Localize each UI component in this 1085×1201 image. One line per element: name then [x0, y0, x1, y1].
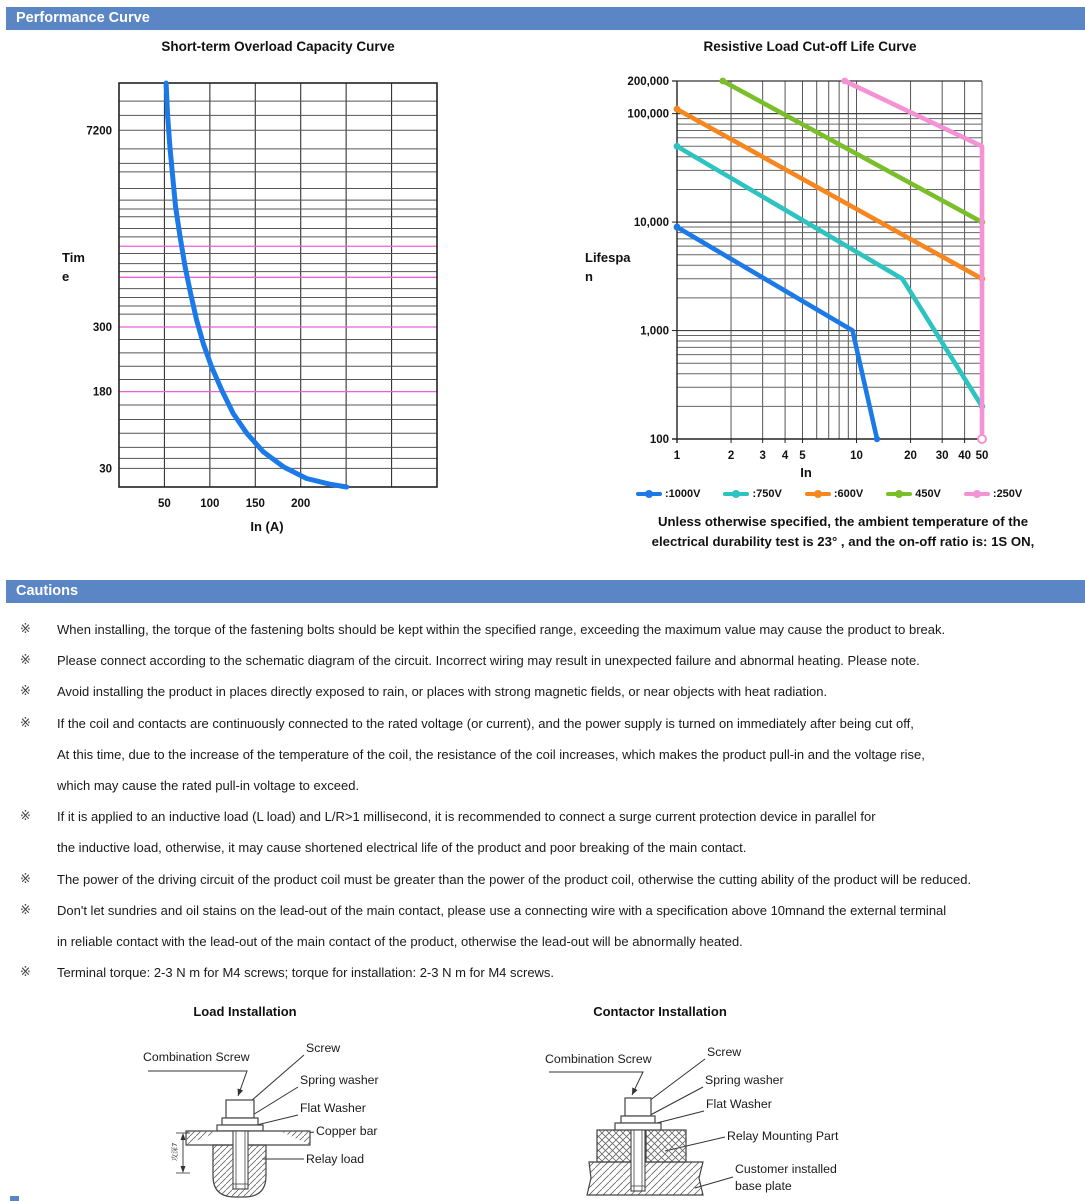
chart-legend: [636, 488, 1022, 500]
dim-arrow-up: [181, 1133, 186, 1140]
combination-screw-leader: [549, 1072, 643, 1095]
svg-text:10: 10: [850, 450, 863, 462]
cut-off-next-section-mark: [10, 1196, 19, 1201]
caution-row: [0, 840, 1085, 871]
caution-row: [0, 903, 1085, 934]
legend-label: 450V: [915, 488, 941, 500]
svg-text:1: 1: [673, 450, 681, 462]
caution-marker-icon: ※: [20, 809, 31, 825]
svg-text:10,000: 10,000: [633, 217, 669, 230]
caution-text: If it is applied to an inductive load (L load) and L/R>1 millisecond, it is recommended to connect a surge current protection device in parallel for: [57, 809, 876, 825]
legend-label: :250V: [992, 488, 1023, 500]
svg-text:n: n: [585, 269, 593, 284]
svg-text:100: 100: [649, 434, 669, 446]
legend-item: [805, 488, 863, 500]
caution-marker-icon: ※: [20, 871, 31, 887]
svg-text:150: 150: [245, 498, 265, 510]
caution-marker-icon: ※: [20, 902, 31, 918]
cautions-list: [0, 622, 1085, 996]
legend-label: :1000V: [665, 488, 701, 500]
legend-line-icon: [886, 492, 912, 496]
caution-marker-icon: ※: [20, 684, 31, 700]
legend-label: :600V: [833, 488, 864, 500]
caution-text: At this time, due to the increase of the temperature of the coil, the resistance of the coil increases, which makes the product pull-in and the voltage rise,: [57, 746, 925, 762]
caution-marker-icon: ※: [20, 715, 31, 731]
caution-marker-icon: ※: [20, 653, 31, 669]
spring-washer-part: [222, 1118, 258, 1125]
screw-head: [226, 1100, 254, 1118]
resistive-life-chart: [575, 56, 1085, 484]
caution-text: in reliable contact with the lead-out of the main contact of the product, otherwise the lead-out will be abnormally heated.: [57, 933, 743, 949]
caution-row: [0, 716, 1085, 747]
svg-text:Tim: Tim: [62, 250, 85, 265]
note-line-2: electrical durability test is 23° , and the on-off ratio is: 1S ON,: [651, 534, 1035, 549]
caution-row: [0, 684, 1085, 715]
combination-screw-label: Combination Screw: [545, 1052, 652, 1066]
contactor-installation-diagram: [525, 1028, 955, 1201]
svg-text:40: 40: [958, 450, 972, 462]
legend-item: [723, 488, 781, 500]
svg-text:30: 30: [935, 450, 949, 462]
svg-text:200,000: 200,000: [627, 76, 669, 88]
svg-text:180: 180: [92, 386, 112, 399]
svg-text:3: 3: [759, 450, 766, 462]
caution-marker-icon: ※: [20, 965, 31, 981]
legend-dot-icon: [973, 490, 981, 498]
flat-washer-part: [217, 1125, 263, 1131]
svg-text:200: 200: [291, 498, 311, 510]
caution-text: When installing, the torque of the fastening bolts should be kept within the specified range, exceeding the maximum value may cause the product to break.: [57, 622, 946, 637]
overload-chart-title: Short-term Overload Capacity Curve: [161, 39, 395, 54]
svg-text:4: 4: [781, 450, 789, 462]
svg-text:30: 30: [99, 463, 112, 476]
caution-text: If the coil and contacts are continuously connected to the rated voltage (or current), and the power supply is turned on immediately after being cut off,: [57, 715, 914, 731]
note-line-1: Unless otherwise specified, the ambient temperature of the: [657, 514, 1029, 529]
legend-line-icon: [964, 492, 990, 496]
relay-load-label: Relay load: [306, 1152, 365, 1166]
copper-bar-label: Copper bar: [316, 1124, 378, 1138]
svg-text:7200: 7200: [86, 125, 112, 138]
flat-washer-part: [615, 1123, 661, 1130]
combination-screw-label: Combination Screw: [143, 1050, 250, 1064]
contactor-installation-title: Contactor Installation: [593, 1004, 727, 1019]
svg-text:5: 5: [799, 450, 806, 462]
combination-screw-leader: [148, 1071, 247, 1096]
svg-text:300: 300: [92, 322, 112, 335]
customer-installed-label: Customer installed: [735, 1162, 837, 1176]
caution-text: The power of the driving circuit of the product coil must be greater than the power of the product coil, otherwise the cutting ability of the product will be reduced.: [57, 871, 972, 887]
svg-text:In (A): In (A): [250, 519, 284, 534]
legend-dot-icon: [895, 490, 903, 498]
tap-depth-dimension: 攻深7: [171, 1142, 179, 1161]
bolt-shaft: [631, 1130, 645, 1191]
dim-arrow-down: [181, 1166, 186, 1173]
flat-washer-label: Flat Washer: [706, 1097, 772, 1111]
caution-row: [0, 934, 1085, 965]
svg-text:100: 100: [200, 498, 220, 510]
spring-washer-label: Spring washer: [300, 1073, 379, 1087]
bolt-shaft: [233, 1131, 248, 1189]
relay-mounting-part-right: [646, 1130, 686, 1162]
svg-text:2: 2: [727, 450, 735, 462]
caution-row: [0, 872, 1085, 903]
caution-row: [0, 653, 1085, 684]
svg-text:In: In: [800, 465, 812, 480]
performance-section-header: [6, 7, 1085, 30]
legend-line-icon: [723, 492, 749, 496]
test-condition-note: [628, 512, 1058, 552]
svg-text:20: 20: [904, 450, 917, 462]
screw-head: [625, 1098, 651, 1116]
cautions-section-header: [6, 580, 1085, 603]
legend-dot-icon: [645, 490, 653, 498]
legend-dot-icon: [732, 490, 740, 498]
legend-item: [636, 488, 700, 500]
caution-row: [0, 965, 1085, 996]
legend-line-icon: [636, 492, 662, 496]
legend-dot-icon: [814, 490, 822, 498]
cautions-section-title: Cautions: [16, 583, 79, 599]
screw-label: Screw: [306, 1041, 341, 1055]
caution-row: [0, 778, 1085, 809]
performance-section-title: Performance Curve: [16, 10, 150, 26]
legend-label: :750V: [752, 488, 782, 500]
legend-line-icon: [805, 492, 831, 496]
caution-row: [0, 809, 1085, 840]
base-plate-label: base plate: [735, 1179, 792, 1193]
screw-label: Screw: [707, 1045, 742, 1059]
caution-text: Don't let sundries and oil stains on the lead-out of the main contact, please use a connecting wire with a specification above 10mnand the external terminal: [57, 902, 947, 918]
legend-item: [886, 488, 941, 500]
svg-text:e: e: [62, 269, 70, 284]
svg-text:50: 50: [975, 450, 989, 462]
svg-text:100,000: 100,000: [627, 108, 669, 121]
flat-washer-label: Flat Washer: [300, 1101, 366, 1115]
caution-row: [0, 747, 1085, 778]
load-installation-title: Load Installation: [193, 1004, 297, 1019]
svg-text:50: 50: [158, 498, 171, 510]
caution-row: [0, 622, 1085, 653]
legend-item: [964, 488, 1022, 500]
svg-text:Lifespa: Lifespa: [585, 250, 631, 265]
caution-text: Avoid installing the product in places directly exposed to rain, or places with strong magnetic fields, or near objects with heat radiation.: [57, 684, 828, 700]
life-chart-title: Resistive Load Cut-off Life Curve: [703, 39, 917, 54]
load-installation-diagram: [130, 1028, 515, 1201]
caution-text: the inductive load, otherwise, it may cause shortened electrical life of the product and poor breaking of the main contact.: [57, 840, 747, 856]
relay-mounting-part-left: [597, 1130, 633, 1162]
svg-text:1,000: 1,000: [640, 325, 669, 338]
caution-marker-icon: ※: [20, 622, 31, 637]
relay-mounting-part-label: Relay Mounting Part: [727, 1129, 839, 1143]
overload-capacity-chart: [40, 58, 510, 538]
caution-text: Please connect according to the schematic diagram of the circuit. Incorrect wiring may result in unexpected failure and abnormal heating. Please note.: [57, 653, 920, 669]
caution-text: Terminal torque: 2-3 N m for M4 screws; torque for installation: 2-3 N m for M4 screws.: [57, 965, 555, 981]
spring-washer-label: Spring washer: [705, 1073, 784, 1087]
caution-text: which may cause the rated pull-in voltage to exceed.: [57, 777, 360, 793]
spring-washer-part: [621, 1116, 655, 1123]
